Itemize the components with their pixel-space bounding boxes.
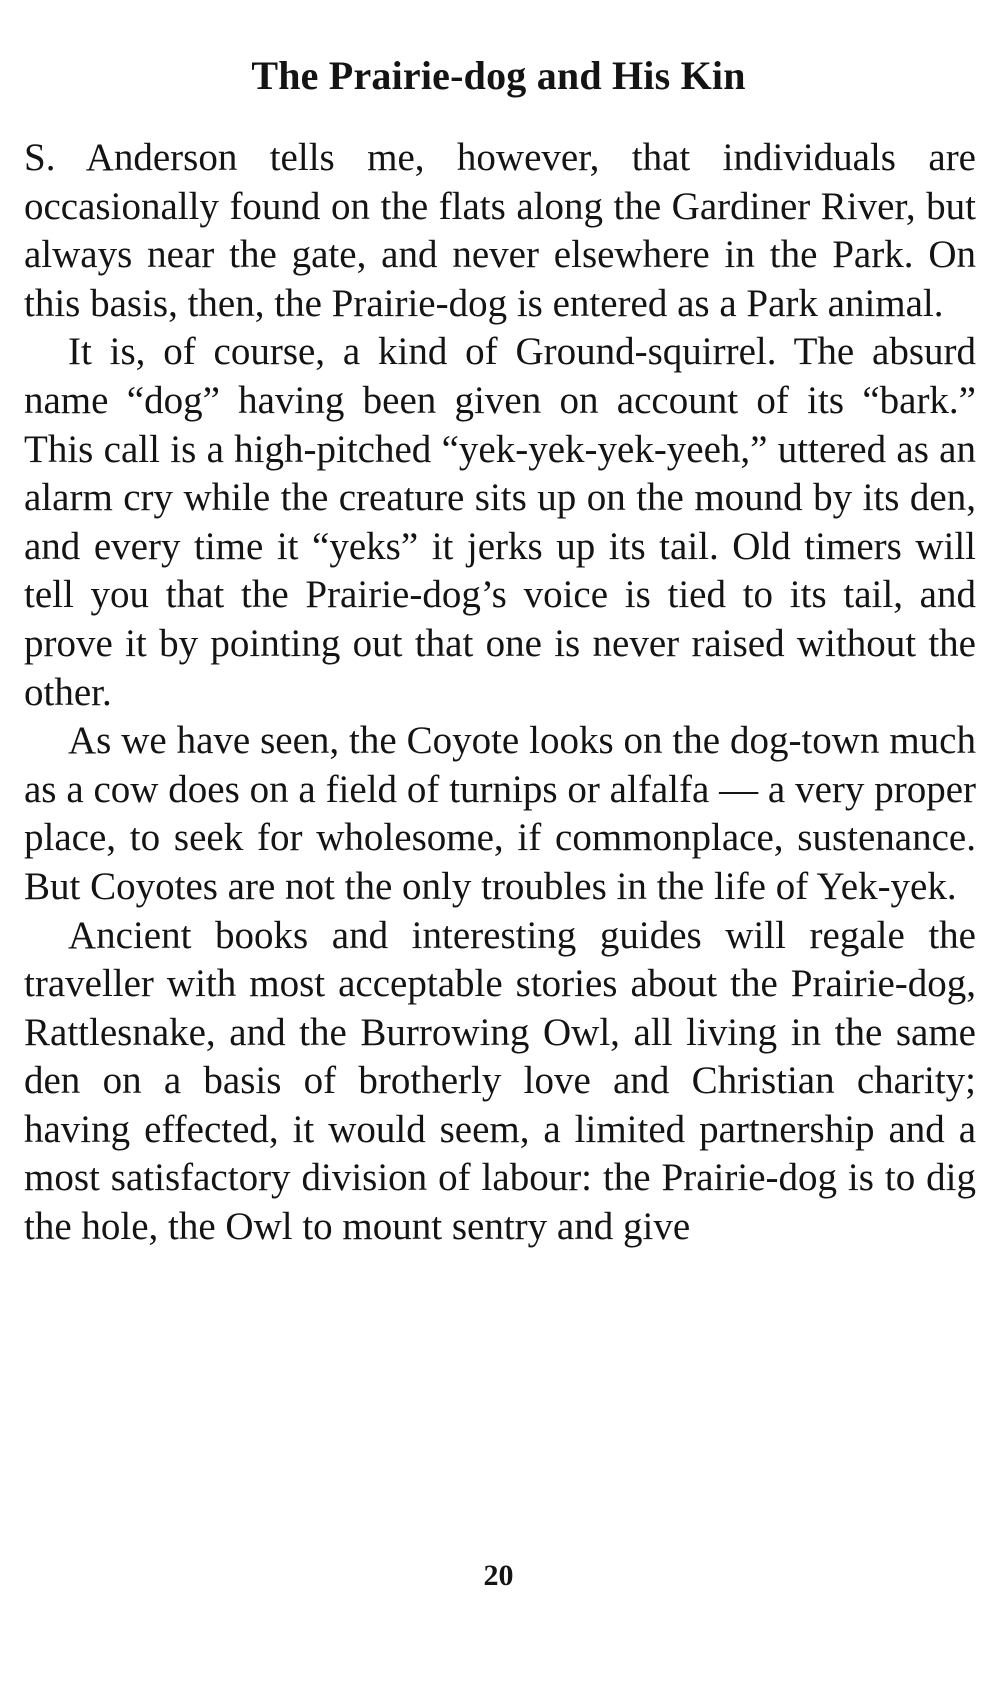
paragraph-continued: S. Anderson tells me, however, that individuals are occasionally found on the flats along the Gardiner River, but always near the gate, and never elsewhere in the Park. On this basis, then, the Prairie-dog is entered as a Park animal. <box>24 136 976 325</box>
paragraph-ground-squirrel: It is, of course, a kind of Ground-squirrel. The absurd name “dog” having been given on account of its “bark.” This call is a high-pitched “yek-yek-yek-yeeh,” uttered as an alarm cry while the creature sits up on the mound by its den, and every time it “yeks” it jerks up its tail. Old timers will tell you that the Prairie-dog’s voice is tied to its tail, and prove it by pointing out that one is never raised without the other. <box>24 330 976 714</box>
running-head: The Prairie-dog and His Kin <box>251 53 746 98</box>
paragraph-coyote: As we have seen, the Coyote looks on the dog-town much as a cow does on a field of turnips or alfalfa — a very proper place, to seek for wholesome, if commonplace, sustenance. But Coyotes are not the only troubles in the life of Yek-yek. <box>24 719 976 908</box>
page-number: 20 <box>483 1559 514 1592</box>
paragraph-ancient-books: Ancient books and interesting guides will regale the traveller with most acceptable stories about the Prairie-dog, Rattlesnake, and the Burrowing Owl, all living in the same den on a basis of brotherly love and Christian charity; having effected, it would seem, a limited partnership and a most satisfactory division of labour: the Prairie-dog is to dig the hole, the Owl to mount sentry and give <box>24 913 976 1249</box>
page-body <box>24 134 976 1252</box>
